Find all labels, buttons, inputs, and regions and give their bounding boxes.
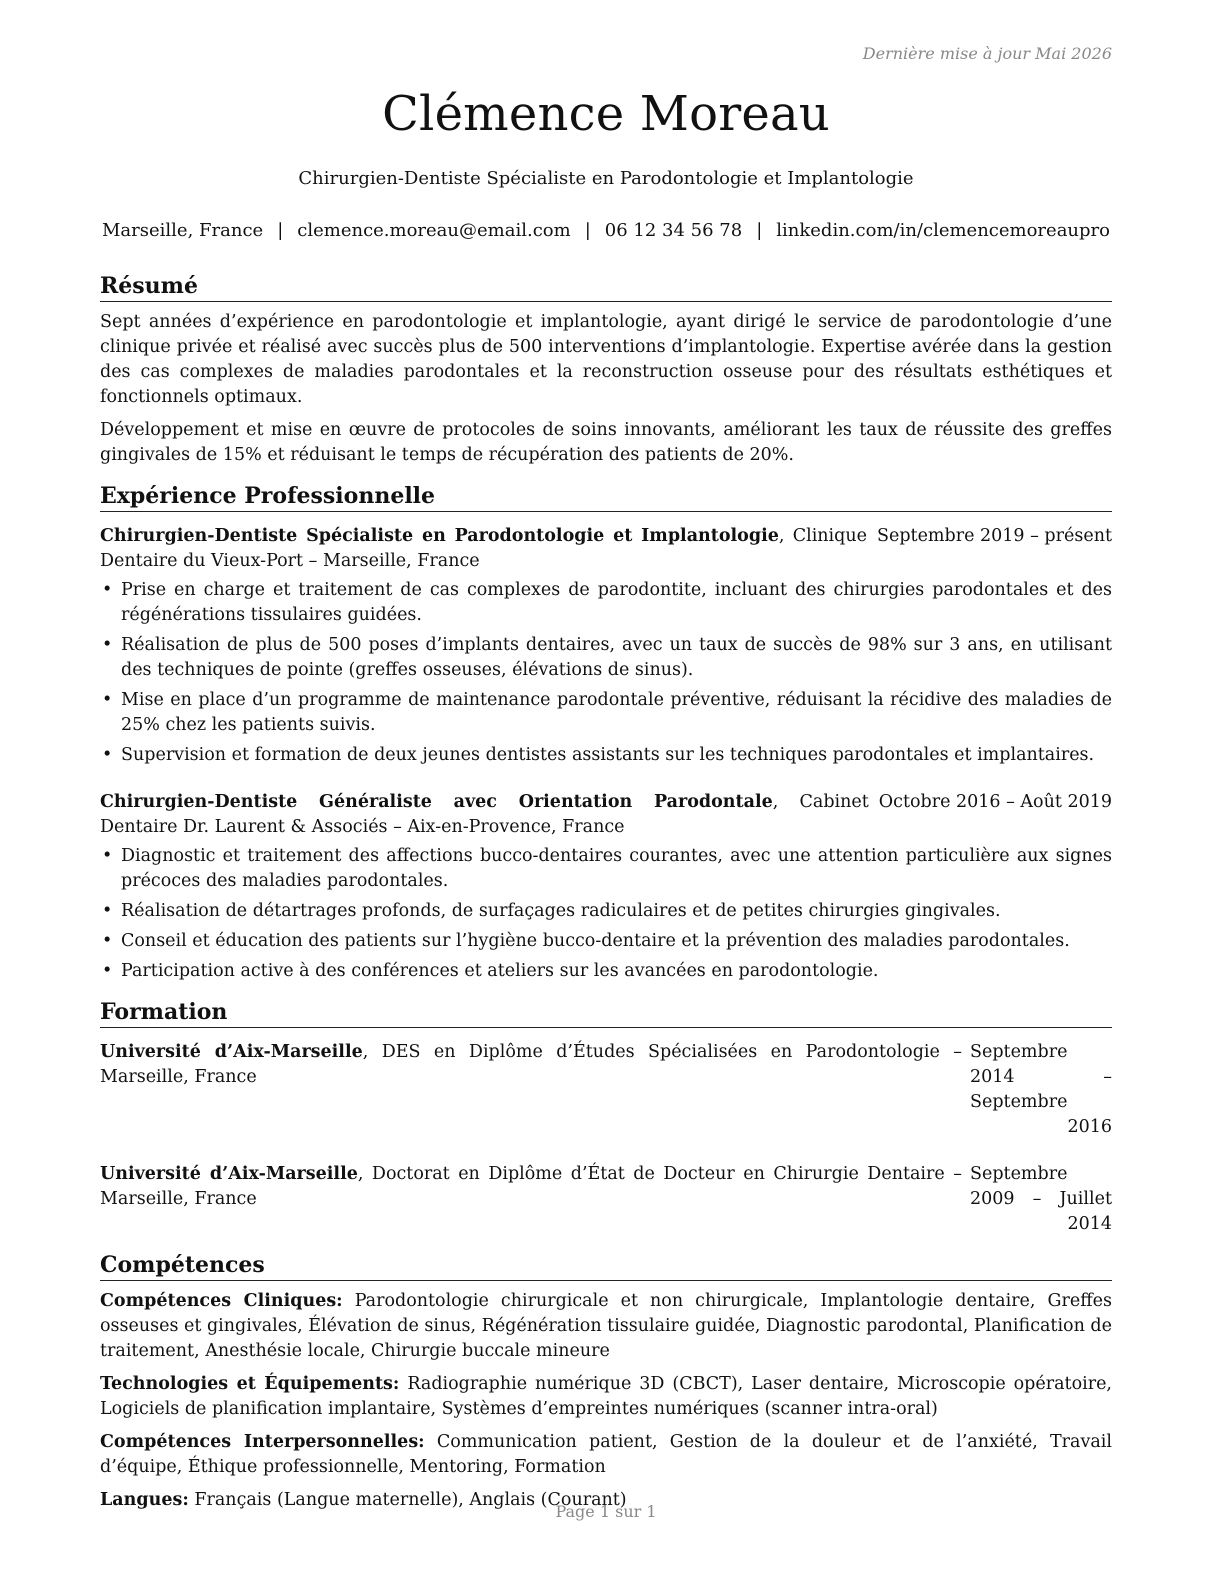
- skill-text: Communication patient, Gestion de la douleur et de l’anxiété, Travail d’équipe, Éthique professionnelle, Mentoring, Formation: [100, 1432, 1112, 1477]
- section-heading: Compétences: [100, 1251, 1112, 1281]
- education-section: [100, 998, 1112, 1237]
- job-role: Chirurgien-Dentiste Généraliste avec Orientation Parodontale: [100, 792, 773, 812]
- list-item: • Mise en place d’un programme de maintenance parodontale préventive, réduisant la récidive des maladies de 25% chez les patients suivis.: [100, 688, 1112, 738]
- education-school: Université d’Aix-Marseille: [100, 1042, 363, 1062]
- education-detail: , DES en Diplôme d’Études Spécialisées en Parodontologie – Marseille, France: [100, 1042, 962, 1087]
- education-title-line: [100, 1040, 962, 1140]
- job-dates: Octobre 2016 – Août 2019: [878, 792, 1112, 812]
- section-heading: Formation: [100, 998, 1112, 1028]
- job-entry: [100, 790, 1112, 984]
- job-title-line: [100, 790, 869, 840]
- skill-label: Technologies et Équipements:: [100, 1374, 400, 1394]
- job-bullets: [100, 578, 1112, 768]
- contact-location: Marseille, France: [102, 220, 264, 241]
- job-title-line: [100, 524, 867, 574]
- job-header: [100, 790, 1112, 840]
- list-item: • Réalisation de détartrages profonds, de surfaçages radiculaires et de petites chirurgies gingivales.: [100, 899, 1112, 924]
- job-role: Chirurgien-Dentiste Spécialiste en Parodontologie et Implantologie: [100, 526, 779, 546]
- education-dates: Septembre 2014 – Septembre 2016: [970, 1042, 1112, 1137]
- candidate-name: Clémence Moreau: [382, 86, 830, 142]
- list-item: • Prise en charge et traitement de cas complexes de parodontite, incluant des chirurgies parodontales et des régénérations tissulaires guidées.: [100, 578, 1112, 628]
- section-heading: Expérience Professionnelle: [100, 482, 1112, 512]
- job-bullets: [100, 844, 1112, 984]
- contact-linkedin[interactable]: linkedin.com/in/clemencemoreaupro: [776, 220, 1110, 241]
- skill-text: Parodontologie chirurgicale et non chirurgicale, Implantologie dentaire, Greffes osseuses et gingivales, Élévation de sinus, Régénération tissulaire guidée, Diagnostic parodontal, Planification de traitement, Anesthésie locale, Chirurgie buccale mineure: [100, 1291, 1112, 1361]
- experience-section: [100, 482, 1112, 984]
- education-entry: [100, 1162, 1112, 1237]
- contact-phone: 06 12 34 56 78: [604, 220, 743, 241]
- list-item: • Supervision et formation de deux jeunes dentistes assistants sur les techniques parodontales et implantaires.: [100, 743, 1112, 768]
- skill-text: Radiographie numérique 3D (CBCT), Laser dentaire, Microscopie opératoire, Logiciels de planification implantaire, Systèmes d’empreintes numériques (scanner intra-oral): [100, 1374, 1112, 1419]
- skills-section: [100, 1251, 1112, 1513]
- list-item: • Conseil et éducation des patients sur l’hygiène bucco-dentaire et la prévention des maladies parodontales.: [100, 929, 1112, 954]
- contact-email[interactable]: clemence.moreau@email.com: [297, 220, 571, 241]
- education-dates: Septembre 2009 – Juillet 2014: [970, 1164, 1112, 1234]
- job-entry: [100, 524, 1112, 768]
- page-number: Page 1 sur 1: [555, 1502, 657, 1521]
- job-organization: , Clinique Dentaire du Vieux-Port – Marseille, France: [100, 526, 867, 571]
- resume-content: [100, 272, 1112, 1527]
- skill-label: Compétences Cliniques:: [100, 1291, 343, 1311]
- contact-separator: |: [756, 220, 763, 241]
- list-item: • Diagnostic et traitement des affections bucco-dentaires courantes, avec une attention particulière aux signes précoces des maladies parodontales.: [100, 844, 1112, 894]
- education-entry: [100, 1040, 1112, 1140]
- skill-group: [100, 1289, 1112, 1364]
- skill-group: [100, 1430, 1112, 1480]
- skill-label: Compétences Interpersonnelles:: [100, 1432, 425, 1452]
- skill-text: Français (Langue maternelle), Anglais (Courant): [194, 1490, 627, 1510]
- education-detail: , Doctorat en Diplôme d’État de Docteur en Chirurgie Dentaire – Marseille, France: [100, 1164, 962, 1209]
- skill-group: [100, 1372, 1112, 1422]
- education-title-line: [100, 1162, 962, 1237]
- job-organization: , Cabinet Dentaire Dr. Laurent & Associés – Aix-en-Provence, France: [100, 792, 869, 837]
- summary-section: [100, 272, 1112, 468]
- candidate-title: Chirurgien-Dentiste Spécialiste en Parodontologie et Implantologie: [298, 168, 914, 189]
- job-dates: Septembre 2019 – présent: [877, 526, 1112, 546]
- skill-label: Langues:: [100, 1490, 189, 1510]
- list-item: • Réalisation de plus de 500 poses d’implants dentaires, avec un taux de succès de 98% sur 3 ans, en utilisant des techniques de pointe (greffes osseuses, élévations de sinus).: [100, 633, 1112, 683]
- summary-paragraph: Sept années d’expérience en parodontologie et implantologie, ayant dirigé le service de parodontologie d’une clinique privée et réalisé avec succès plus de 500 interventions d’implantologie. Expertise avérée dans la gestion des cas complexes de maladies parodontales et la reconstruction osseuse pour des résultats esthétiques et fonctionnels optimaux.: [100, 312, 1112, 407]
- last-updated: Dernière mise à jour Mai 2026: [862, 44, 1112, 63]
- contact-separator: |: [584, 220, 591, 241]
- section-heading: Résumé: [100, 272, 1112, 302]
- job-header: [100, 524, 1112, 574]
- summary-paragraph: Développement et mise en œuvre de protocoles de soins innovants, améliorant les taux de réussite des greffes gingivales de 15% et réduisant le temps de récupération des patients de 20%.: [100, 420, 1112, 465]
- contact-separator: |: [277, 220, 284, 241]
- education-school: Université d’Aix-Marseille: [100, 1164, 358, 1184]
- contact-line: [80, 220, 1132, 241]
- list-item: • Participation active à des conférences et ateliers sur les avancées en parodontologie.: [100, 959, 1112, 984]
